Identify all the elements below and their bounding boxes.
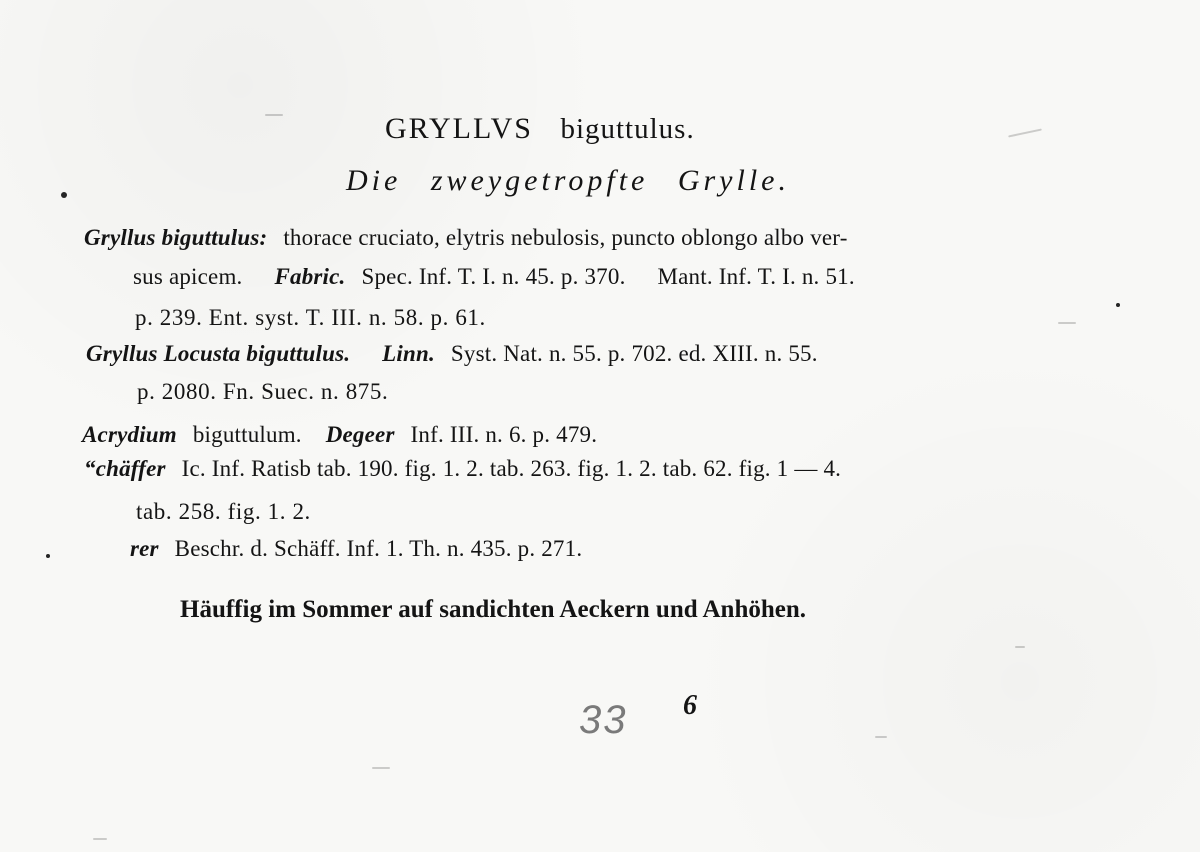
paper-mark [93, 838, 107, 840]
line-1-text: thorace cruciato, elytris nebulosis, puncto oblongo albo ver- [283, 225, 848, 250]
paper-mark [265, 114, 283, 116]
line-9-label: rer [130, 536, 159, 561]
line-2-text-b: Spec. Inf. T. I. n. 45. p. 370. [361, 264, 626, 289]
page-number: 6 [683, 690, 697, 721]
line-7-label: “chäffer [84, 456, 166, 481]
ink-dot [46, 554, 50, 558]
line-2-text-c: Mant. Inf. T. I. n. 51. [657, 264, 855, 289]
synonymy-line-1 [84, 226, 848, 249]
line-7-text: Ic. Inf. Ratisb tab. 190. fig. 1. 2. tab. 263. fig. 1. 2. tab. 62. fig. 1 — 4. [181, 456, 842, 481]
title-species: biguttulus. [560, 113, 695, 145]
paper-mark [1008, 128, 1042, 137]
subtitle-part-3: Grylle. [677, 164, 790, 197]
page-subtitle [346, 164, 790, 198]
line-5-text: p. 2080. Fn. Suec. n. 875. [137, 379, 389, 404]
synonymy-line-2 [133, 265, 855, 288]
habitat-note: Häuffig im Sommer auf sandichten Aeckern und Anhöhen. [180, 596, 807, 623]
synonymy-line-9 [130, 537, 582, 560]
line-6-text-a: biguttulum. [192, 422, 302, 447]
ink-dot [1116, 303, 1120, 307]
subtitle-part-1: Die [346, 164, 402, 197]
paper-mark [1015, 646, 1025, 648]
line-2-label: Fabric. [274, 264, 346, 289]
line-4-label: Gryllus Locusta biguttulus. [86, 341, 351, 366]
line-9-text: Beschr. d. Schäff. Inf. 1. Th. n. 435. p. 271. [174, 536, 583, 561]
line-3-text: p. 239. Ent. syst. T. III. n. 58. p. 61. [135, 305, 486, 330]
paper-mark [372, 767, 390, 769]
line-6-label-2: Degeer [325, 422, 395, 447]
title-genus: GRYLLVS [385, 112, 533, 145]
line-2-text-a: sus apicem. [133, 264, 243, 289]
page-title [385, 112, 695, 146]
paper-mark [1058, 322, 1076, 324]
subtitle-part-2: zweygetropfte [430, 164, 649, 197]
ink-dot [61, 192, 67, 198]
synonymy-line-3 [135, 306, 486, 329]
synonymy-line-4 [86, 342, 818, 365]
line-6-label: Acrydium [82, 422, 177, 447]
line-4-label-2: Linn. [382, 341, 435, 366]
synonymy-line-7 [84, 457, 841, 480]
synonymy-line-5 [137, 380, 388, 403]
paper-mark [875, 736, 887, 738]
synonymy-line-6 [82, 423, 597, 446]
line-8-text: tab. 258. fig. 1. 2. [136, 499, 311, 524]
line-1-label: Gryllus biguttulus: [84, 225, 268, 250]
line-6-text-b: Inf. III. n. 6. p. 479. [410, 422, 598, 447]
synonymy-line-8 [136, 500, 311, 523]
line-4-text: Syst. Nat. n. 55. p. 702. ed. XIII. n. 55. [450, 341, 818, 366]
handwritten-annotation: 33 [579, 698, 628, 742]
